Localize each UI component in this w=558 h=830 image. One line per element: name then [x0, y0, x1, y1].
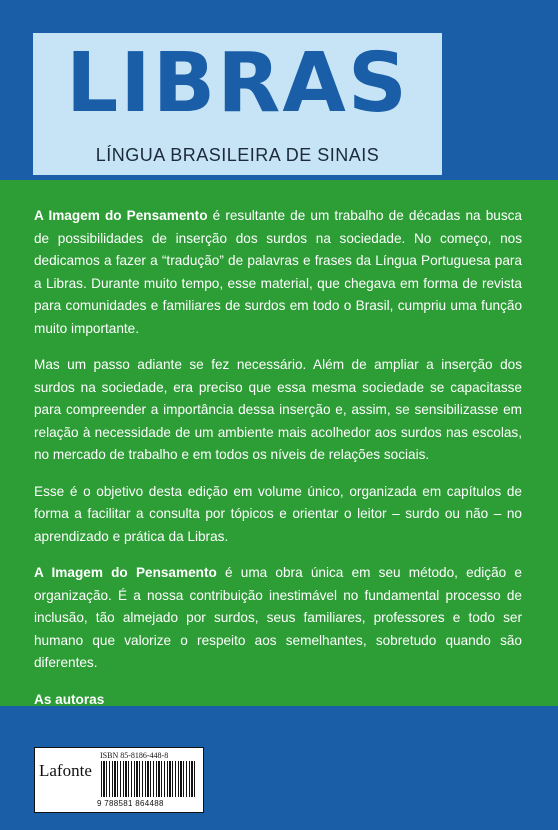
barcode-box: [34, 747, 204, 813]
paragraph-3: Esse é o objetivo desta edição em volume único, organizada em capítulos de forma a facilitar a consulta por tópicos e orientar o leitor – surdo ou não – no aprendizado e prática da Libras.: [34, 483, 522, 544]
back-cover-text: [34, 205, 522, 725]
barcode-digits: 9 788581 864488: [97, 799, 164, 808]
subtitle: LÍNGUA BRASILEIRA DE SINAIS: [95, 145, 380, 165]
title: LIBRAS: [66, 36, 409, 131]
paragraph-1-text: é resultante de um trabalho de décadas na busca de possibilidades de inserção dos surdos na sociedade. No começo, nos dedicamos a fazer a “tradução” de palavras e frases da Língua Portuguesa para a Libras. Durante muito tempo, esse material, que chegava em forma de revista para comunidades e familiares de surdos em todo o Brasil, cumpriu uma função muito importante.: [34, 208, 522, 336]
publisher-logo: Lafonte: [39, 761, 92, 780]
isbn-label: ISBN 85-8186-448-8: [100, 751, 169, 760]
title-box: [33, 33, 442, 175]
paragraph-2: Mas um passo adiante se fez necessário. Além de ampliar a inserção dos surdos na sociedade, era preciso que essa mesma sociedade se capacitasse para compreender a importância dessa inserção e, assim, se sensibilizasse em relação à necessidade de um ambiente mais acolhedor aos surdos nas escolas, no mercado de trabalho e em todos os níveis de relações sociais.: [34, 357, 522, 462]
paragraph-4-text: é uma obra única em seu método, edição e organização. É a nossa contribuição inestimável no fundamental processo de inclusão, tão almejado por surdos, seus familiares, professores e todo ser humano que valorize o respeito aos semelhantes, sobretudo quando são diferentes.: [34, 565, 522, 670]
book-title-ref: A Imagem do Pensamento: [34, 208, 208, 223]
author-signature: As autoras: [34, 691, 105, 707]
book-title-ref: A Imagem do Pensamento: [34, 565, 217, 580]
paragraph-4: [34, 562, 522, 675]
paragraph-1: [34, 205, 522, 340]
barcode-bars: [101, 761, 197, 797]
